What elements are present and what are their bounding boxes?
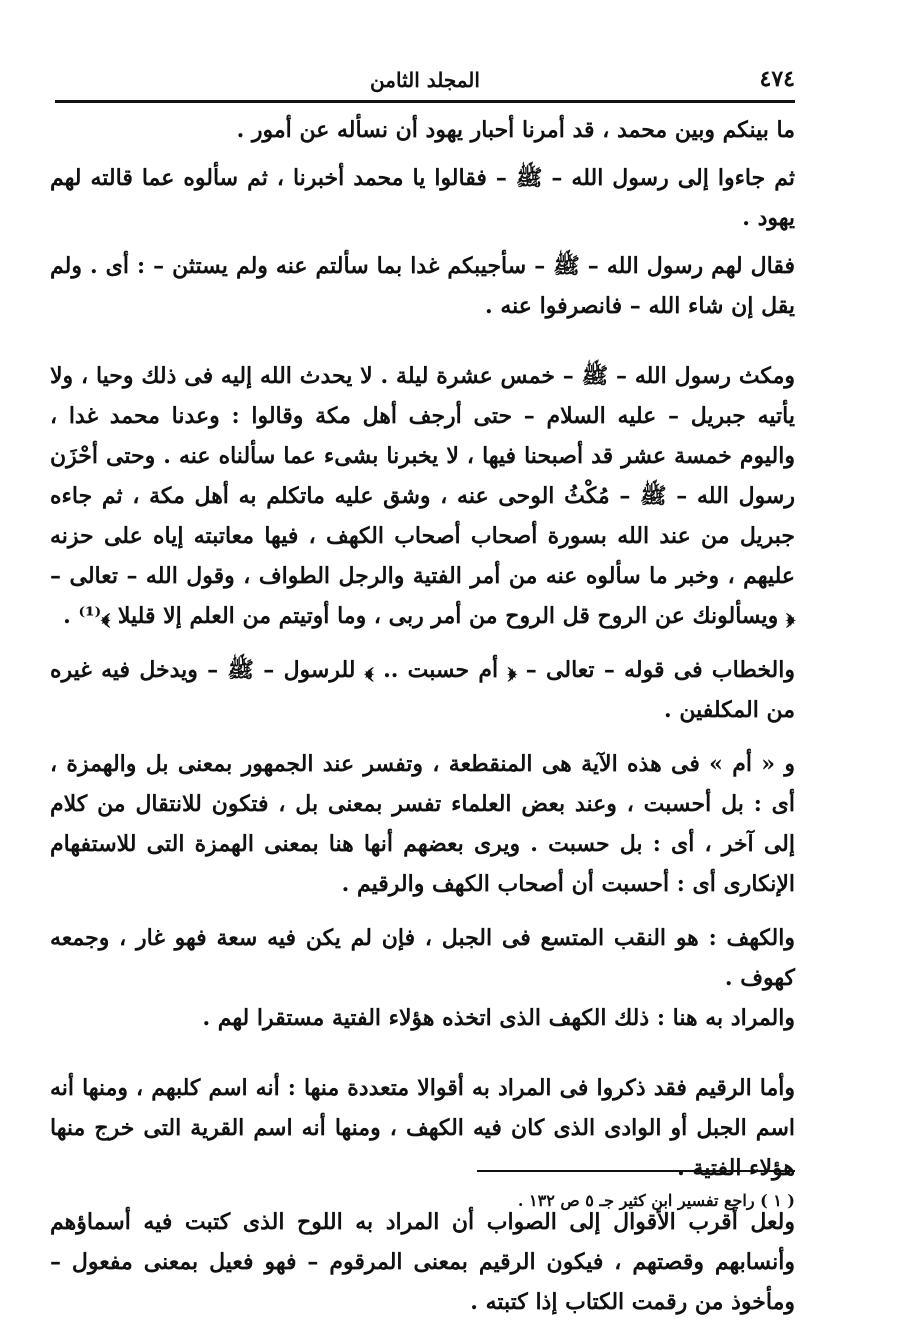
header-divider — [55, 100, 795, 103]
footnote-divider — [477, 1170, 795, 1172]
page-header — [55, 66, 795, 96]
main-text — [50, 110, 795, 1322]
paragraph: ثم جاءوا إلى رسول الله – ﷺ – فقالوا يا محمد أخبرنا ، ثم سألوه عما قالته لهم يهود . — [50, 165, 795, 231]
paragraph: ومكث رسول الله – ﷺ – خمس عشرة ليلة . لا يحدث الله إليه فى ذلك وحيا ، ولا يأتيه جبريل – عليه السلام – حتى أرجف أهل مكة وقالوا : وعدنا محمد غدا ، واليوم خمسة عشر قد أصبحنا فيها ، لا يخبرنا بشىء عما سألناه عنه . وحتى أحْزَن رسول الله – ﷺ – مُكْثُ الوحى عنه ، وشق عليه ماتكلم به أهل مكة ، ثم جاءه جبريل من عند الله بسورة أصحاب أصحاب الكهف ، فيها معاتبته إياه على حزنه عليهم ، وخبر ما سألوه عنه من أمر الفتية والرجل الطواف ، وقول الله – تعالى – ﴿ ويسألونك عن الروح قل الروح من أمر ربى ، وما أوتيتم من العلم إلا قليلا ﴾⁽¹⁾ . — [50, 363, 795, 629]
page-number: ٤٧٤ — [759, 66, 795, 92]
paragraph: والخطاب فى قوله – تعالى – ﴿ أم حسبت .. ﴾ للرسول – ﷺ – ويدخل فيه غيره من المكلفين . — [50, 657, 795, 723]
paragraph: والمراد به هنا : ذلك الكهف الذى اتخذه هؤلاء الفتية مستقرا لهم . — [202, 1005, 795, 1031]
paragraph: فقال لهم رسول الله – ﷺ – سأجيبكم غدا بما سألتم عنه ولم يستثن – : أى . ولم يقل إن شاء الله – فانصرفوا عنه . — [50, 253, 795, 319]
paragraph: ما بينكم وبين محمد ، قد أمرنا أحبار يهود أن نسأله عن أمور . — [236, 117, 795, 143]
paragraph: وأما الرقيم فقد ذكروا فى المراد به أقوالا متعددة منها : أنه اسم كلبهم ، ومنها أنه اسم الجبل أو الوادى الذى كان فيه الكهف ، ومنها أنه اسم القرية التى خرج منها هؤلاء الفتية . — [50, 1075, 795, 1181]
running-title: المجلد الثامن — [370, 68, 480, 92]
footnote: ( ١ ) راجع تفسير ابن كثير جـ ٥ ص ١٣٢ . — [517, 1191, 795, 1210]
paragraph: والكهف : هو النقب المتسع فى الجبل ، فإن لم يكن فيه سعة فهو غار ، وجمعه كهوف . — [50, 925, 795, 991]
paragraph: و « أم » فى هذه الآية هى المنقطعة ، وتفسر عند الجمهور بمعنى بل والهمزة ، أى : بل أحسبت ، وعند بعض العلماء تفسر بمعنى بل ، فتكون للانتقال من كلام إلى آخر ، أى : بل حسبت . ويرى بعضهم أنها هنا بمعنى الهمزة التى للاستفهام الإنكارى أى : أحسبت أن أصحاب الكهف والرقيم . — [50, 751, 795, 897]
paragraph: ولعل أقرب الأقوال إلى الصواب أن المراد به اللوح الذى كتبت فيه أسماؤهم وأنسابهم وقصتهم ، فيكون الرقيم بمعنى المرقوم – فهو فعيل بمعنى مفعول – ومأخوذ من رقمت الكتاب إذا كتبته . — [50, 1209, 795, 1315]
